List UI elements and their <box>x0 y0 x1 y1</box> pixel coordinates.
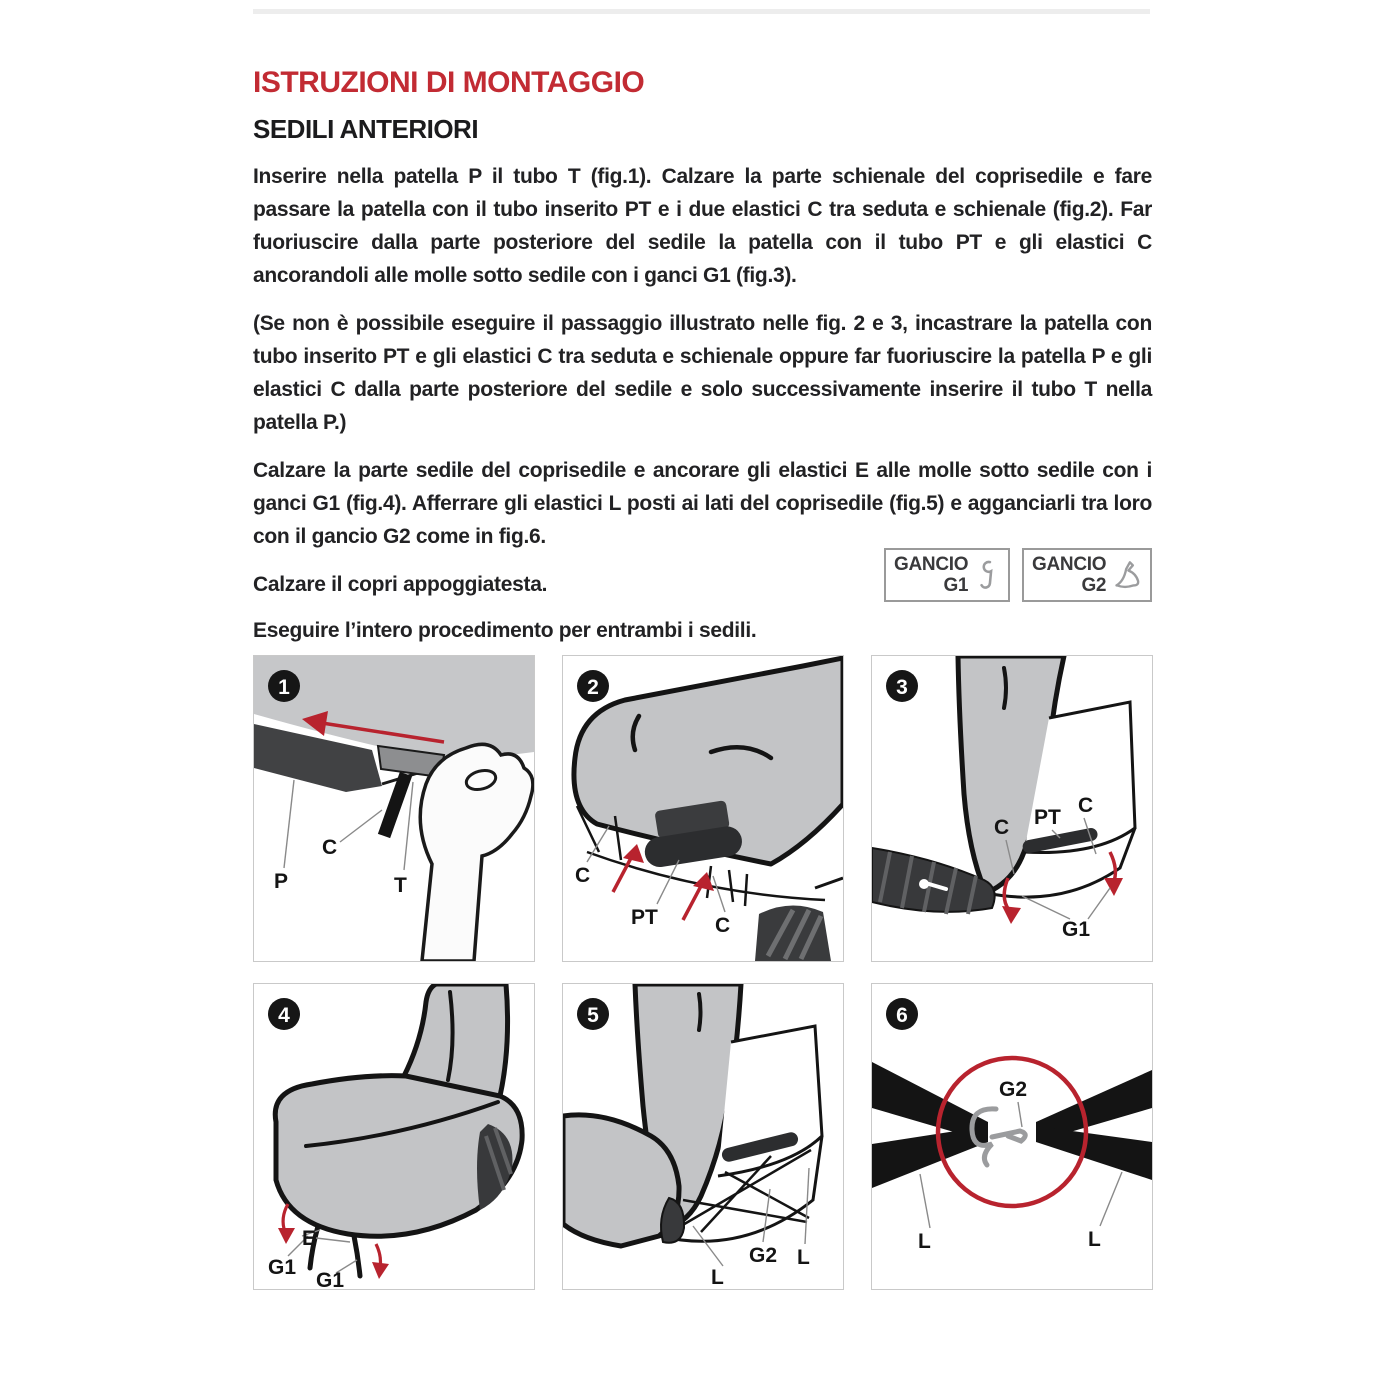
leader-line <box>920 1174 930 1228</box>
figure-label: G2 <box>999 1078 1028 1101</box>
paragraph-2: (Se non è possibile eseguire il passaggio illustrato nelle fig. 2 e 3, incastrare la patella con tubo inserito PT e gli elastici C tra seduta e schienale oppure far fuoriuscire la patella P e gli elastici C dalla parte posteriore del sedile e solo successivamente inserire il tubo T nella patella P.) <box>253 312 1152 434</box>
figure-label: G2 <box>749 1244 778 1267</box>
hook-g2-icon <box>1112 555 1142 595</box>
figure-label: G1 <box>316 1269 345 1289</box>
figure-label: E <box>302 1227 317 1250</box>
figure-label: L <box>1088 1228 1101 1251</box>
figure-label: L <box>711 1266 724 1289</box>
leader-line <box>693 1226 723 1266</box>
paragraph-5: Eseguire l’intero procedimento per entrambi i sedili. <box>253 619 757 642</box>
page-subtitle: SEDILI ANTERIORI <box>253 114 479 144</box>
figure-5-illustration <box>563 984 843 1289</box>
hook-g1-code: G1 <box>943 575 969 596</box>
hook-g2-text <box>1032 554 1106 596</box>
figure-1-panel <box>253 655 535 962</box>
page-title: ISTRUZIONI DI MONTAGGIO <box>253 66 645 99</box>
svg-text:4: 4 <box>278 1004 290 1027</box>
figure-number-badge <box>268 670 300 702</box>
leader-line <box>284 780 294 868</box>
instruction-text <box>253 160 1152 660</box>
figure-4-panel <box>253 983 535 1290</box>
svg-text:2: 2 <box>587 676 599 699</box>
paragraph-4: Calzare il copri appoggiatesta. <box>253 573 548 596</box>
scan-artifact <box>253 9 1150 14</box>
hand-shape <box>420 744 533 961</box>
figure-label: T <box>394 874 407 897</box>
figure-4-illustration <box>254 984 534 1289</box>
figure-label: P <box>274 870 289 893</box>
figure-label: C <box>994 816 1010 839</box>
figure-label: G1 <box>268 1256 297 1279</box>
figure-label: G1 <box>1062 918 1091 941</box>
hook-g2-title: GANCIO <box>1032 554 1107 575</box>
figure-6-panel <box>871 983 1153 1290</box>
figure-label: C <box>322 836 338 859</box>
figure-5-panel <box>562 983 844 1290</box>
leader-line <box>1100 1172 1122 1226</box>
figure-label: C <box>1078 794 1094 817</box>
hook-legend-g1 <box>884 548 1010 602</box>
figure-2-illustration <box>563 656 843 961</box>
hook-g1-title: GANCIO <box>894 554 969 575</box>
svg-text:6: 6 <box>896 1004 908 1027</box>
figure-number-badge <box>577 998 609 1030</box>
figure-number-badge <box>886 998 918 1030</box>
svg-text:1: 1 <box>278 676 290 699</box>
figure-label: L <box>797 1246 810 1269</box>
figure-3-panel <box>871 655 1153 962</box>
hook-legend-g2 <box>1022 548 1152 602</box>
figure-label: C <box>715 914 731 937</box>
figure-number-badge <box>268 998 300 1030</box>
hook-g1-icon <box>974 555 1000 595</box>
figure-6-illustration <box>872 984 1152 1289</box>
figure-1-illustration <box>254 656 534 961</box>
figure-label: L <box>918 1230 931 1253</box>
leader-line <box>713 876 725 912</box>
figure-label: PT <box>1034 806 1061 829</box>
paragraph-1: Inserire nella patella P il tubo T (fig.1). Calzare la parte schienale del coprisedile e fare passare la patella con il tubo inserito PT e i due elastici C tra seduta e schienale (fig.2). Far fuoriuscire dalla parte posteriore del sedile la patella con il tubo PT e gli elastici C ancorandoli alle molle sotto sedile con i ganci G1 (fig.3). <box>253 165 1152 287</box>
leader-line <box>1018 1102 1022 1127</box>
figure-label: PT <box>631 906 658 929</box>
leader-line <box>340 810 382 842</box>
paragraph-3: Calzare la parte sedile del coprisedile e ancorare gli elastici E alle molle sotto sedile con i ganci G1 (fig.4). Afferrare gli elastici L posti ai lati del coprisedile (fig.5) e agganciarli tra loro con il gancio G2 come in fig.6. <box>253 459 1152 548</box>
svg-text:3: 3 <box>896 676 908 699</box>
figure-number-badge <box>577 670 609 702</box>
figure-label: C <box>575 864 591 887</box>
figure-3-illustration <box>872 656 1152 961</box>
hook-g1-text <box>894 554 968 596</box>
figure-2-panel <box>562 655 844 962</box>
hook-g2-code: G2 <box>1081 575 1107 596</box>
figure-number-badge <box>886 670 918 702</box>
svg-text:5: 5 <box>587 1004 599 1027</box>
seat-backrest-shape <box>574 658 843 961</box>
